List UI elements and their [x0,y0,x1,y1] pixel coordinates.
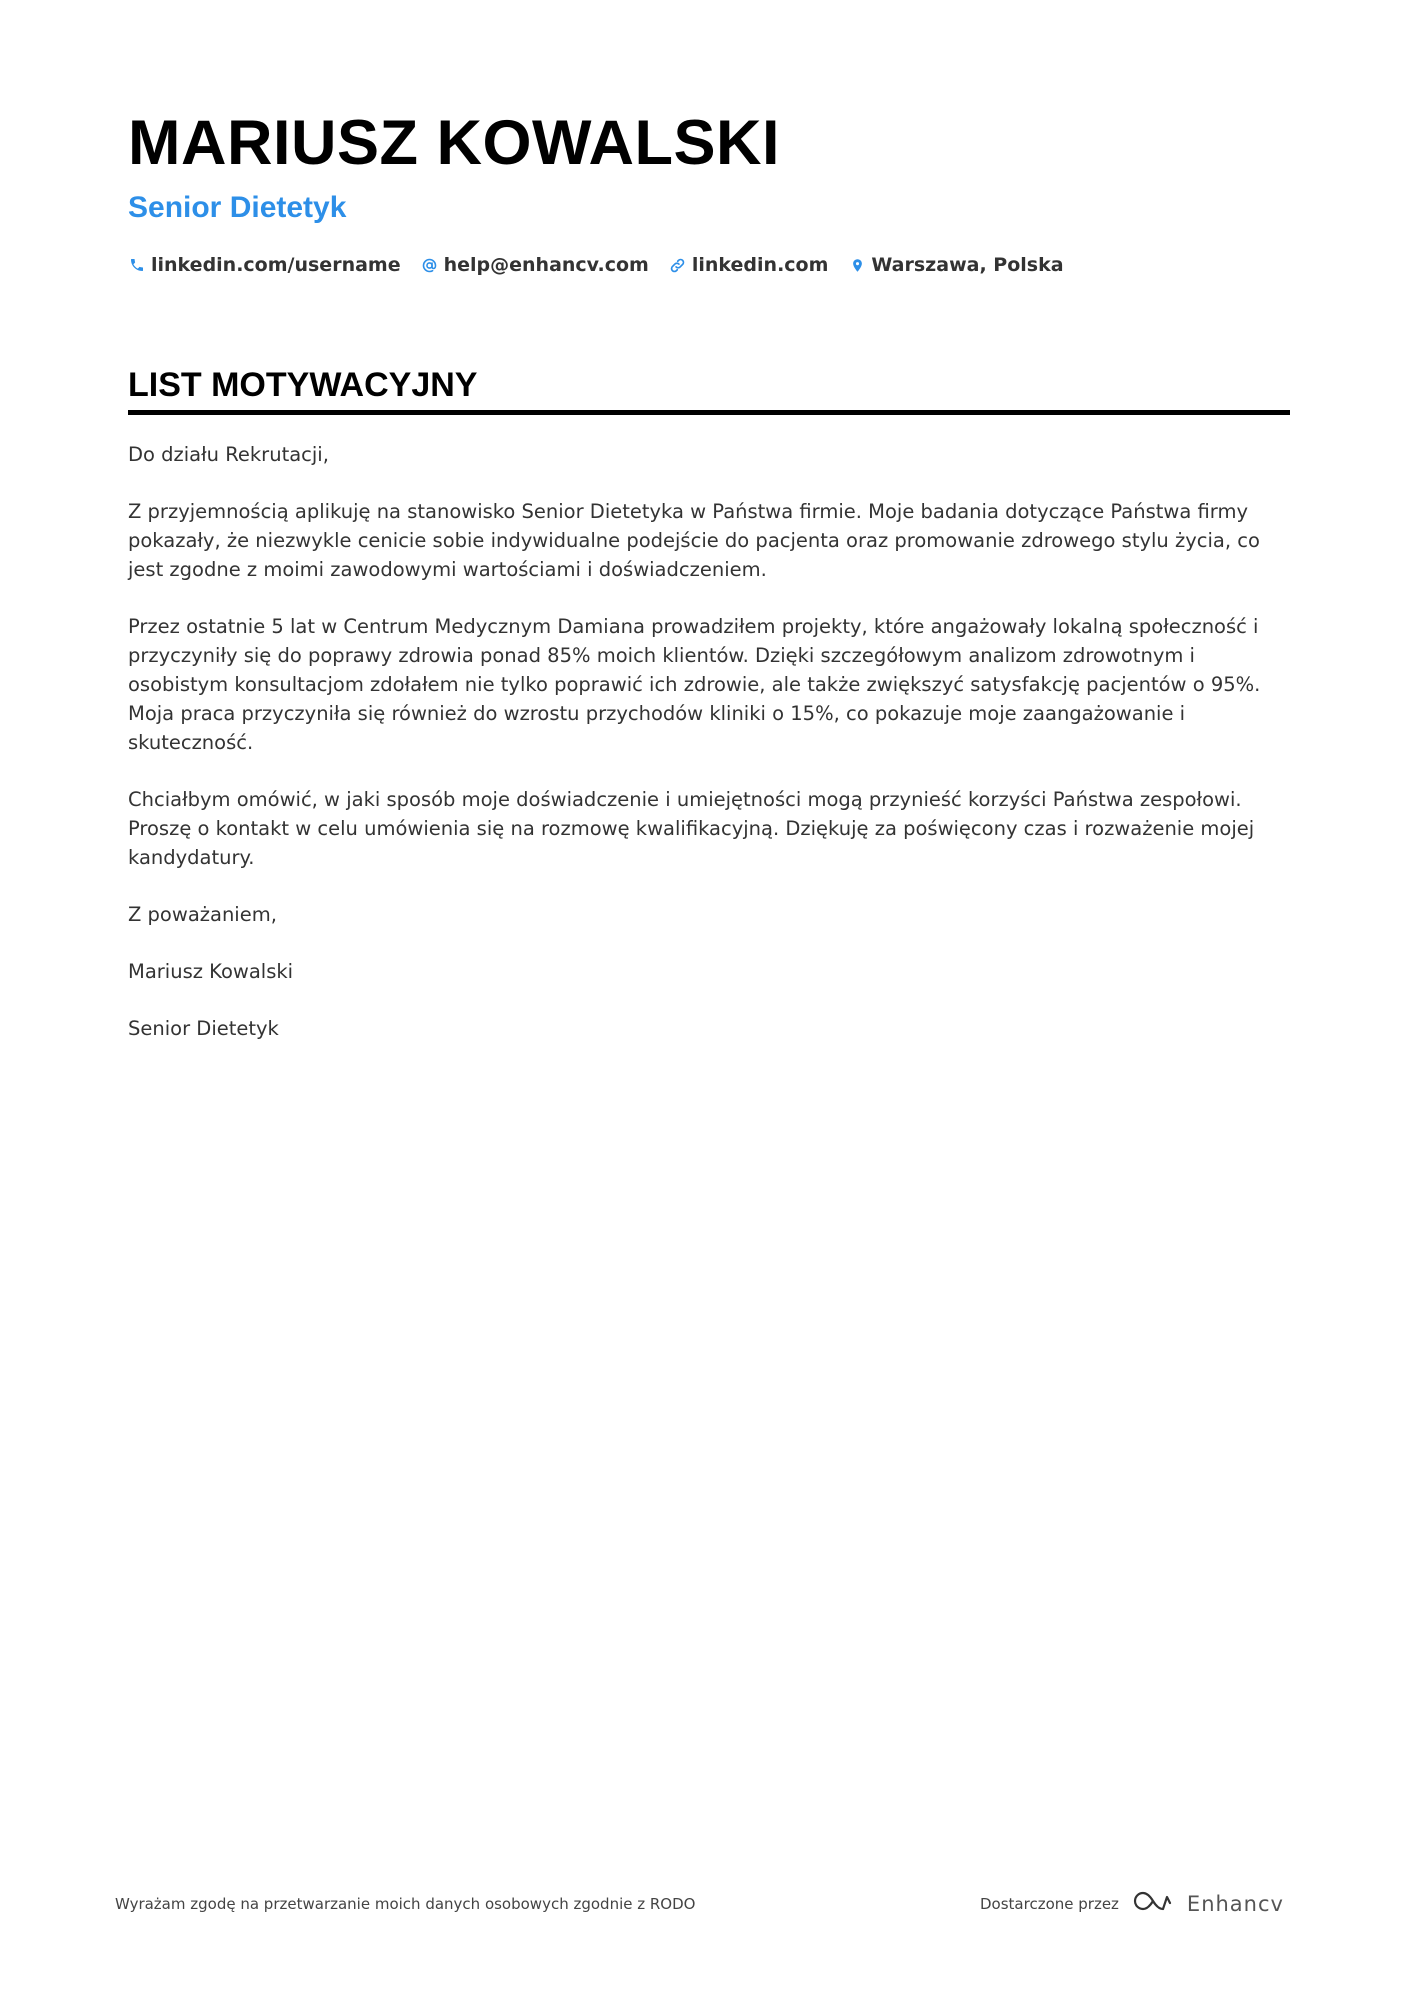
contact-phone-text: linkedin.com/username [151,254,401,276]
phone-icon [128,256,146,274]
provided-by-label: Dostarczone przez [980,1894,1119,1913]
applicant-name: MARIUSZ KOWALSKI [128,108,780,178]
contact-linkedin[interactable] [669,254,829,276]
signature-name: Mariusz Kowalski [128,960,294,983]
at-icon [421,256,439,274]
letter-paragraph: Chciałbym omówić, w jaki sposób moje doświadczenie i umiejętności mogą przynieść korzyści Państwa zespołowi. Proszę o kontakt w celu umówienia się na rozmowę kwalifikacyjną. Dziękuję za poświęcony czas i rozważenie mojej kandydatury. [128,788,1255,869]
applicant-job-title: Senior Dietetyk [128,191,347,224]
contact-email-text[interactable]: help@enhancv.com [443,254,649,276]
gdpr-consent: Wyrażam zgodę na przetwarzanie moich danych osobowych zgodnie z RODO [115,1895,696,1913]
brand-name: Enhancv [1186,1891,1284,1916]
letter-greeting: Do działu Rekrutacji, [128,443,329,466]
enhancv-logo-icon [1131,1889,1177,1918]
brand-logo[interactable] [1131,1889,1284,1918]
letter-closing: Z poważaniem, [128,903,277,926]
letter-body [128,440,1290,1071]
contact-location-text: Warszawa, Polska [871,254,1064,276]
signature-title: Senior Dietetyk [128,1017,279,1040]
contact-linkedin-text[interactable]: linkedin.com [691,254,829,276]
contact-location [848,254,1063,276]
contact-info [128,254,1084,276]
contact-phone [128,254,401,276]
section-title: LIST MOTYWACYJNY [128,366,478,404]
letter-paragraph: Przez ostatnie 5 lat w Centrum Medycznym Damiana prowadziłem projekty, które angażowały lokalną społeczność i przyczyniły się do poprawy zdrowia ponad 85% moich klientów. Dzięki szczegółowym analizom zdrowotnym i osobistym konsultacjom zdołałem nie tylko poprawić ich zdrowie, ale także zwiększyć satysfakcję pacjentów o 95%. Moja praca przyczyniła się również do wzrostu przychodów kliniki o 15%, co pokazuje moje zaangażowanie i skuteczność. [128,615,1261,754]
link-icon [669,256,687,274]
location-pin-icon [848,256,866,274]
section-divider [128,410,1290,415]
provided-by [980,1889,1284,1918]
letter-paragraph: Z przyjemnością aplikuję na stanowisko Senior Dietetyka w Państwa firmie. Moje badania dotyczące Państwa firmy pokazały, że niezwykle cenicie sobie indywidualne podejście do pacjenta oraz promowanie zdrowego stylu życia, co jest zgodne z moimi zawodowymi wartościami i doświadczeniem. [128,500,1260,581]
contact-email[interactable] [421,254,649,276]
